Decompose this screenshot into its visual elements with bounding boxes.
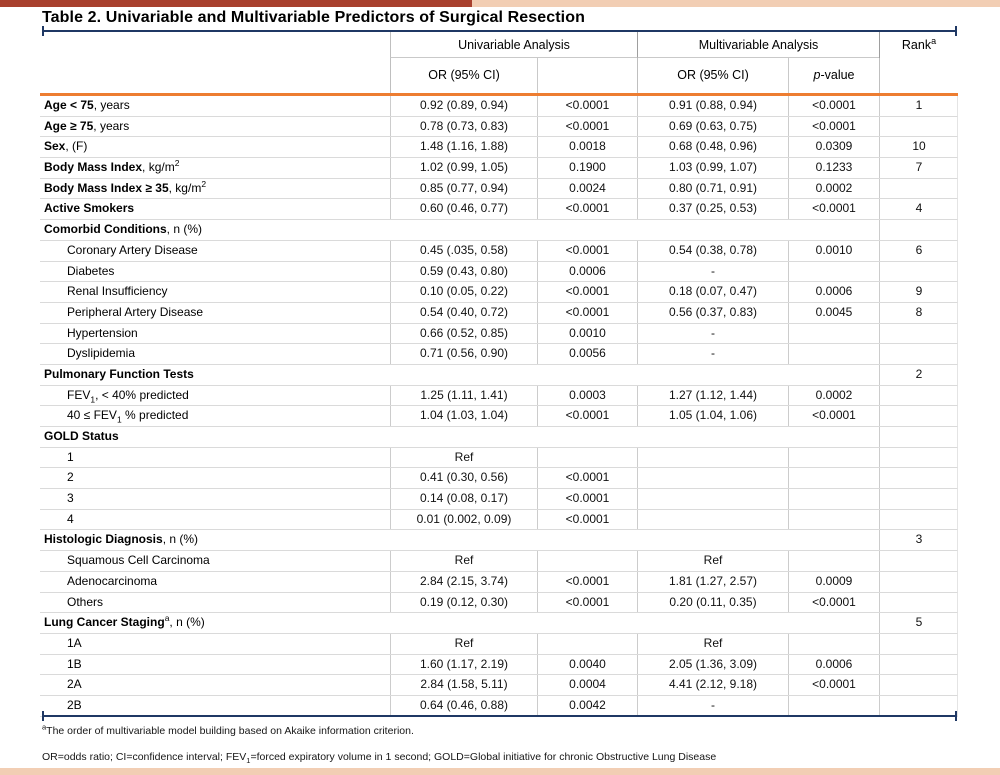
- row-label: Squamous Cell Carcinoma: [67, 553, 210, 568]
- multivariable-or-cell: 1.81 (1.27, 2.57): [637, 572, 788, 592]
- abbrev-text-post: =forced expiratory volume in 1 second; GOLD=Global initiative for chronic Obstructive Lung Disease: [250, 751, 717, 763]
- multivariable-p-cell: [788, 262, 879, 282]
- table-row: [40, 282, 958, 303]
- table-section-row: [40, 427, 958, 448]
- footnote-marker-a: a: [42, 722, 47, 732]
- row-label: Dyslipidemia: [67, 346, 136, 361]
- univariable-or-cell: 1.48 (1.16, 1.88): [390, 137, 537, 157]
- univariable-p-cell: 0.1900: [537, 158, 637, 178]
- bottom-bar-peach: [0, 768, 1000, 775]
- rank-cell: 2: [879, 365, 958, 385]
- multivariable-or-cell: 0.91 (0.88, 0.94): [637, 96, 788, 116]
- rank-cell: 8: [879, 303, 958, 323]
- multivariable-or-cell: 0.18 (0.07, 0.47): [637, 282, 788, 302]
- row-label: Pulmonary Function Tests: [44, 366, 194, 381]
- row-label: GOLD Status: [44, 429, 119, 443]
- multivariable-or-cell: 0.54 (0.38, 0.78): [637, 241, 788, 261]
- univariable-p-cell: 0.0018: [537, 137, 637, 157]
- univariable-or-cell: 2.84 (2.15, 3.74): [390, 572, 537, 592]
- header-multivariable-analysis: Multivariable Analysis: [637, 32, 879, 58]
- multivariable-p-cell: <0.0001: [788, 96, 879, 116]
- table-row: [40, 468, 958, 489]
- row-label: 1: [67, 449, 74, 464]
- multivariable-p-cell: [788, 324, 879, 344]
- table-row: [40, 696, 958, 717]
- univariable-or-cell: 1.60 (1.17, 2.19): [390, 655, 537, 675]
- univariable-or-cell: 0.66 (0.52, 0.85): [390, 324, 537, 344]
- multivariable-or-cell: -: [637, 324, 788, 344]
- table-row: [40, 324, 958, 345]
- multivariable-p-cell: <0.0001: [788, 675, 879, 695]
- table-section-row: [40, 613, 958, 634]
- multivariable-p-cell: 0.0002: [788, 179, 879, 199]
- row-label: 4: [67, 511, 74, 526]
- univariable-or-cell: 0.85 (0.77, 0.94): [390, 179, 537, 199]
- multivariable-p-cell: <0.0001: [788, 406, 879, 426]
- bottom-rule-right-cap: [955, 711, 957, 721]
- univariable-p-cell: <0.0001: [537, 96, 637, 116]
- header-rank: [879, 32, 958, 58]
- table-section-row: [40, 365, 958, 386]
- table-row: [40, 510, 958, 531]
- univariable-or-cell: 1.02 (0.99, 1.05): [390, 158, 537, 178]
- row-label: Body Mass Index ≥ 35, $kg/m^2$: [44, 178, 207, 195]
- table-row: [40, 158, 958, 179]
- multivariable-or-cell: Ref: [637, 551, 788, 571]
- header-rank-text: Rank: [901, 38, 932, 52]
- row-label: Sex, (F): [44, 139, 88, 154]
- multivariable-or-cell: [637, 448, 788, 468]
- multivariable-p-cell: <0.0001: [788, 199, 879, 219]
- table-title: Table 2. Univariable and Multivariable Predictors of Surgical Resection: [42, 9, 585, 26]
- multivariable-p-cell: 0.0006: [788, 282, 879, 302]
- univariable-p-cell: <0.0001: [537, 303, 637, 323]
- multivariable-or-cell: 0.80 (0.71, 0.91): [637, 179, 788, 199]
- rank-cell: [879, 220, 958, 240]
- multivariable-p-cell: [788, 634, 879, 654]
- univariable-or-cell: 0.41 (0.30, 0.56): [390, 468, 537, 488]
- row-label: Peripheral Artery Disease: [67, 304, 204, 319]
- abbrev-fev-subscript: 1: [246, 756, 251, 766]
- multivariable-or-cell: 0.68 (0.48, 0.96): [637, 137, 788, 157]
- multivariable-or-cell: 0.37 (0.25, 0.53): [637, 199, 788, 219]
- footnote-abbreviations: [42, 751, 717, 766]
- table-row: [40, 655, 958, 676]
- univariable-or-cell: 1.25 (1.11, 1.41): [390, 386, 537, 406]
- multivariable-p-cell: [788, 551, 879, 571]
- multivariable-p-cell: 0.0045: [788, 303, 879, 323]
- row-label: Adenocarcinoma: [67, 573, 158, 588]
- row-label: Lung Cancer Staging$^a$, n (%): [44, 613, 205, 630]
- table-row: [40, 489, 958, 510]
- rank-cell: 9: [879, 282, 958, 302]
- row-label: $40 \le FEV_1$ % predicted: [67, 408, 189, 425]
- table-row: [40, 634, 958, 655]
- table-row: [40, 241, 958, 262]
- univariable-p-cell: <0.0001: [537, 593, 637, 613]
- univariable-or-cell: 0.54 (0.40, 0.72): [390, 303, 537, 323]
- row-label: Comorbid Conditions, n (%): [44, 222, 202, 237]
- row-label: Body Mass Index, $kg/m^2$: [44, 158, 180, 175]
- rank-cell: [879, 406, 958, 426]
- rank-cell: [879, 593, 958, 613]
- table-row: [40, 386, 958, 407]
- multivariable-p-cell: <0.0001: [788, 117, 879, 137]
- multivariable-or-cell: 1.05 (1.04, 1.06): [637, 406, 788, 426]
- multivariable-p-cell: [788, 489, 879, 509]
- bottom-rule-left-cap: [42, 711, 44, 721]
- univariable-or-cell: 2.84 (1.58, 5.11): [390, 675, 537, 695]
- univariable-p-cell: <0.0001: [537, 199, 637, 219]
- multivariable-p-cell: 0.0002: [788, 386, 879, 406]
- table-row: [40, 344, 958, 365]
- multivariable-or-cell: 0.56 (0.37, 0.83): [637, 303, 788, 323]
- table-row: [40, 303, 958, 324]
- univariable-or-cell: Ref: [390, 448, 537, 468]
- row-label: $FEV_1$, < 40% predicted: [67, 387, 189, 405]
- rank-cell: [879, 675, 958, 695]
- multivariable-or-cell: [637, 489, 788, 509]
- multivariable-p-cell: [788, 510, 879, 530]
- rank-cell: [879, 489, 958, 509]
- top-bar-peach-segment: [472, 0, 1000, 7]
- table-row: [40, 448, 958, 469]
- table-section-row: [40, 220, 958, 241]
- univariable-or-cell: 0.60 (0.46, 0.77): [390, 199, 537, 219]
- univariable-p-cell: <0.0001: [537, 282, 637, 302]
- multivariable-or-cell: 1.03 (0.99, 1.07): [637, 158, 788, 178]
- rank-cell: [879, 468, 958, 488]
- univariable-or-cell: 0.01 (0.002, 0.09): [390, 510, 537, 530]
- table-body: [40, 96, 958, 717]
- header-univariable-or-ci: OR (95% CI): [390, 58, 537, 93]
- univariable-p-cell: 0.0024: [537, 179, 637, 199]
- rank-cell: [879, 510, 958, 530]
- univariable-p-cell: 0.0056: [537, 344, 637, 364]
- rank-cell: [879, 117, 958, 137]
- table-row: [40, 593, 958, 614]
- univariable-p-cell: 0.0042: [537, 696, 637, 716]
- univariable-or-cell: 0.71 (0.56, 0.90): [390, 344, 537, 364]
- rank-cell: [879, 344, 958, 364]
- header-p-value: [788, 58, 879, 93]
- rank-cell: [879, 324, 958, 344]
- header-rank-footnote-marker: a: [931, 35, 937, 46]
- rank-cell: [879, 262, 958, 282]
- multivariable-or-cell: 4.41 (2.12, 9.18): [637, 675, 788, 695]
- univariable-p-cell: 0.0040: [537, 655, 637, 675]
- univariable-p-cell: <0.0001: [537, 117, 637, 137]
- rank-cell: [879, 634, 958, 654]
- table-header: [40, 32, 958, 93]
- rank-cell: [879, 551, 958, 571]
- univariable-p-cell: 0.0003: [537, 386, 637, 406]
- multivariable-or-cell: -: [637, 696, 788, 716]
- univariable-p-cell: <0.0001: [537, 241, 637, 261]
- multivariable-p-cell: 0.0309: [788, 137, 879, 157]
- multivariable-p-cell: 0.0006: [788, 655, 879, 675]
- univariable-p-cell: <0.0001: [537, 572, 637, 592]
- multivariable-p-cell: 0.0009: [788, 572, 879, 592]
- univariable-or-cell: 0.10 (0.05, 0.22): [390, 282, 537, 302]
- rank-cell: [879, 427, 958, 447]
- table-row: [40, 551, 958, 572]
- univariable-p-cell: 0.0006: [537, 262, 637, 282]
- top-bar-red-segment: [0, 0, 472, 7]
- rank-cell: [879, 696, 958, 716]
- abbrev-text-pre: OR=odds ratio; CI=confidence interval; FEV: [42, 751, 247, 763]
- univariable-or-cell: 0.64 (0.46, 0.88): [390, 696, 537, 716]
- multivariable-or-cell: 0.69 (0.63, 0.75): [637, 117, 788, 137]
- univariable-p-cell: <0.0001: [537, 510, 637, 530]
- row-label: Diabetes: [67, 263, 115, 278]
- multivariable-p-cell: 0.0010: [788, 241, 879, 261]
- univariable-p-cell: 0.0004: [537, 675, 637, 695]
- multivariable-p-cell: [788, 448, 879, 468]
- univariable-or-cell: 0.92 (0.89, 0.94): [390, 96, 537, 116]
- row-label: Active Smokers: [44, 201, 135, 216]
- multivariable-or-cell: 1.27 (1.12, 1.44): [637, 386, 788, 406]
- univariable-or-cell: 0.59 (0.43, 0.80): [390, 262, 537, 282]
- row-label: 2: [67, 470, 74, 485]
- table-row: [40, 137, 958, 158]
- footnote-a-text: The order of multivariable model building based on Akaike information criterion.: [46, 725, 414, 737]
- table-bottom-rule: [42, 715, 957, 717]
- rank-cell: 10: [879, 137, 958, 157]
- rank-cell: 1: [879, 96, 958, 116]
- univariable-or-cell: 1.04 (1.03, 1.04): [390, 406, 537, 426]
- multivariable-p-cell: [788, 468, 879, 488]
- univariable-or-cell: Ref: [390, 551, 537, 571]
- row-label: Others: [67, 594, 104, 609]
- table-row: [40, 572, 958, 593]
- row-label: Renal Insufficiency: [67, 284, 168, 299]
- univariable-p-cell: [537, 634, 637, 654]
- multivariable-p-cell: <0.0001: [788, 593, 879, 613]
- table-row: [40, 406, 958, 427]
- multivariable-or-cell: -: [637, 344, 788, 364]
- row-label: Hypertension: [67, 325, 138, 340]
- header-univariable-analysis: Univariable Analysis: [390, 32, 637, 58]
- univariable-or-cell: 0.45 (.035, 0.58): [390, 241, 537, 261]
- header-rank-spacer: [879, 58, 958, 93]
- multivariable-or-cell: -: [637, 262, 788, 282]
- univariable-p-cell: <0.0001: [537, 406, 637, 426]
- header-p-rest: -value: [820, 68, 855, 82]
- rank-cell: [879, 572, 958, 592]
- rank-cell: [879, 448, 958, 468]
- univariable-or-cell: 0.78 (0.73, 0.83): [390, 117, 537, 137]
- row-label: Age < 75, years: [44, 98, 130, 112]
- multivariable-p-cell: [788, 344, 879, 364]
- table-row: [40, 199, 958, 220]
- header-p-italic: p: [813, 68, 821, 82]
- row-label: Histologic Diagnosis, n (%): [44, 532, 199, 547]
- univariable-or-cell: Ref: [390, 634, 537, 654]
- table-row: [40, 117, 958, 138]
- univariable-p-cell: <0.0001: [537, 468, 637, 488]
- multivariable-or-cell: [637, 510, 788, 530]
- multivariable-or-cell: 2.05 (1.36, 3.09): [637, 655, 788, 675]
- multivariable-or-cell: 0.20 (0.11, 0.35): [637, 593, 788, 613]
- row-label: 3: [67, 491, 74, 506]
- rank-cell: 7: [879, 158, 958, 178]
- multivariable-p-cell: [788, 696, 879, 716]
- univariable-p-cell: <0.0001: [537, 489, 637, 509]
- table-row: [40, 96, 958, 117]
- row-label: Coronary Artery Disease: [67, 242, 198, 257]
- row-label: Age ≥ 75, years: [44, 118, 130, 133]
- table-row: [40, 675, 958, 696]
- univariable-or-cell: 0.14 (0.08, 0.17): [390, 489, 537, 509]
- rank-cell: 3: [879, 530, 958, 550]
- univariable-p-cell: [537, 448, 637, 468]
- multivariable-or-cell: Ref: [637, 634, 788, 654]
- rank-cell: 4: [879, 199, 958, 219]
- table-row: [40, 262, 958, 283]
- table-row: [40, 179, 958, 200]
- rank-cell: [879, 386, 958, 406]
- footnote-model-order: [42, 722, 414, 737]
- row-label: 1B: [67, 656, 82, 671]
- row-label: 2B: [67, 697, 82, 712]
- table-section-row: [40, 530, 958, 551]
- rank-cell: [879, 179, 958, 199]
- rank-cell: 5: [879, 613, 958, 633]
- rank-cell: [879, 655, 958, 675]
- header-univariable-p-spacer: [537, 58, 637, 93]
- header-multivariable-or-ci: OR (95% CI): [637, 58, 788, 93]
- univariable-p-cell: 0.0010: [537, 324, 637, 344]
- rank-cell: 6: [879, 241, 958, 261]
- row-label: 1A: [67, 635, 82, 650]
- row-label: 2A: [67, 677, 82, 692]
- univariable-p-cell: [537, 551, 637, 571]
- univariable-or-cell: 0.19 (0.12, 0.30): [390, 593, 537, 613]
- multivariable-or-cell: [637, 468, 788, 488]
- multivariable-p-cell: 0.1233: [788, 158, 879, 178]
